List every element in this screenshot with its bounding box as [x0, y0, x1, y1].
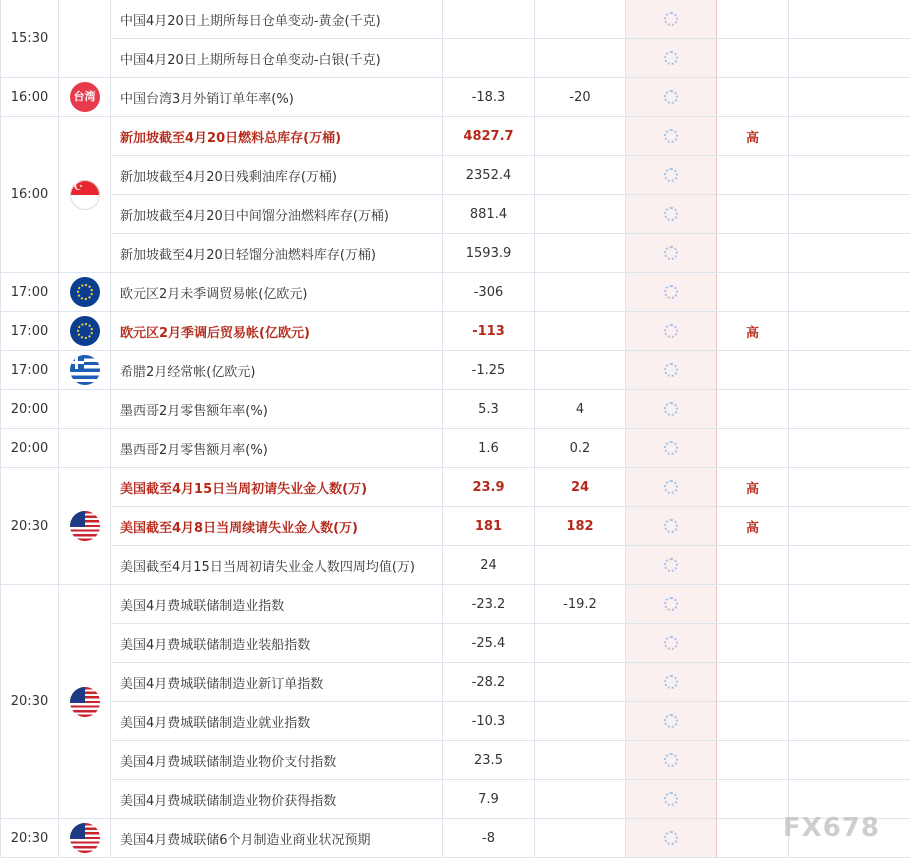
forecast-value	[535, 702, 626, 741]
forecast-value	[535, 156, 626, 195]
table-row[interactable]	[1, 780, 910, 819]
importance-cell	[717, 429, 789, 468]
eu-flag-icon	[70, 277, 100, 307]
us-flag-icon	[70, 687, 100, 717]
loading-spinner-icon	[664, 12, 678, 26]
actual-cell	[626, 117, 717, 156]
event-name[interactable]: 墨西哥2月零售额月率(%)	[111, 429, 443, 468]
table-row[interactable]	[1, 702, 910, 741]
extra-cell	[789, 468, 910, 507]
flag-cell	[59, 0, 111, 78]
event-name[interactable]: 中国台湾3月外销订单年率(%)	[111, 78, 443, 117]
previous-value: -23.2	[443, 585, 535, 624]
previous-value	[443, 0, 535, 39]
actual-cell	[626, 351, 717, 390]
time-cell: 16:00	[1, 78, 59, 117]
previous-value: -113	[443, 312, 535, 351]
table-row[interactable]	[1, 741, 910, 780]
importance-cell	[717, 351, 789, 390]
actual-cell	[626, 390, 717, 429]
importance-cell: 高	[717, 468, 789, 507]
actual-cell	[626, 0, 717, 39]
importance-cell	[717, 663, 789, 702]
extra-cell	[789, 0, 910, 39]
forecast-value	[535, 741, 626, 780]
table-row[interactable]	[1, 78, 910, 117]
event-name[interactable]: 新加坡截至4月20日残剩油库存(万桶)	[111, 156, 443, 195]
actual-cell	[626, 663, 717, 702]
loading-spinner-icon	[664, 636, 678, 650]
previous-value: -1.25	[443, 351, 535, 390]
us-flag-icon	[70, 823, 100, 853]
table-row[interactable]	[1, 507, 910, 546]
flag-cell	[59, 819, 111, 858]
eu-flag-icon	[70, 316, 100, 346]
table-row[interactable]	[1, 390, 910, 429]
event-name[interactable]: 希腊2月经常帐(亿欧元)	[111, 351, 443, 390]
event-name[interactable]: 美国4月费城联储制造业装船指数	[111, 624, 443, 663]
forecast-value	[535, 780, 626, 819]
importance-cell	[717, 546, 789, 585]
loading-spinner-icon	[664, 324, 678, 338]
extra-cell	[789, 507, 910, 546]
importance-cell	[717, 78, 789, 117]
extra-cell	[789, 585, 910, 624]
loading-spinner-icon	[664, 285, 678, 299]
importance-cell: 高	[717, 117, 789, 156]
importance-cell	[717, 0, 789, 39]
event-name[interactable]: 美国截至4月15日当周初请失业金人数四周均值(万)	[111, 546, 443, 585]
flag-cell	[59, 117, 111, 273]
event-name[interactable]: 新加坡截至4月20日燃料总库存(万桶)	[111, 117, 443, 156]
singapore-flag-icon	[70, 180, 100, 210]
table-row[interactable]	[1, 585, 910, 624]
importance-cell	[717, 585, 789, 624]
importance-cell: 高	[717, 507, 789, 546]
loading-spinner-icon	[664, 558, 678, 572]
loading-spinner-icon	[664, 168, 678, 182]
actual-cell	[626, 312, 717, 351]
loading-spinner-icon	[664, 831, 678, 845]
forecast-value	[535, 39, 626, 78]
previous-value: -25.4	[443, 624, 535, 663]
forecast-value	[535, 195, 626, 234]
extra-cell	[789, 780, 910, 819]
previous-value: 2352.4	[443, 156, 535, 195]
loading-spinner-icon	[664, 402, 678, 416]
extra-cell	[789, 390, 910, 429]
forecast-value	[535, 117, 626, 156]
table-row[interactable]	[1, 624, 910, 663]
extra-cell	[789, 78, 910, 117]
table-row[interactable]	[1, 351, 910, 390]
actual-cell	[626, 429, 717, 468]
time-cell: 20:00	[1, 429, 59, 468]
actual-cell	[626, 741, 717, 780]
forecast-value	[535, 624, 626, 663]
table-row[interactable]	[1, 546, 910, 585]
time-cell: 20:30	[1, 585, 59, 819]
previous-value: 1.6	[443, 429, 535, 468]
extra-cell	[789, 195, 910, 234]
loading-spinner-icon	[664, 441, 678, 455]
extra-cell	[789, 351, 910, 390]
previous-value: -8	[443, 819, 535, 858]
loading-spinner-icon	[664, 207, 678, 221]
actual-cell	[626, 78, 717, 117]
importance-cell	[717, 819, 789, 858]
importance-cell	[717, 195, 789, 234]
event-name[interactable]: 中国4月20日上期所每日仓单变动-黄金(千克)	[111, 0, 443, 39]
loading-spinner-icon	[664, 597, 678, 611]
event-name[interactable]: 美国截至4月8日当周续请失业金人数(万)	[111, 507, 443, 546]
extra-cell	[789, 819, 910, 858]
actual-cell	[626, 780, 717, 819]
extra-cell	[789, 312, 910, 351]
forecast-value	[535, 234, 626, 273]
event-name[interactable]: 墨西哥2月零售额年率(%)	[111, 390, 443, 429]
loading-spinner-icon	[664, 714, 678, 728]
flag-cell	[59, 429, 111, 468]
event-name[interactable]: 新加坡截至4月20日中间馏分油燃料库存(万桶)	[111, 195, 443, 234]
event-name[interactable]: 美国4月费城联储制造业物价获得指数	[111, 780, 443, 819]
time-cell: 17:00	[1, 273, 59, 312]
previous-value: 181	[443, 507, 535, 546]
loading-spinner-icon	[664, 675, 678, 689]
table-row[interactable]	[1, 156, 910, 195]
extra-cell	[789, 546, 910, 585]
table-row[interactable]	[1, 663, 910, 702]
loading-spinner-icon	[664, 480, 678, 494]
loading-spinner-icon	[664, 51, 678, 65]
previous-value: -18.3	[443, 78, 535, 117]
table-row[interactable]	[1, 195, 910, 234]
previous-value: -306	[443, 273, 535, 312]
time-cell: 17:00	[1, 351, 59, 390]
time-cell: 16:00	[1, 117, 59, 273]
greece-flag-icon	[70, 355, 100, 385]
previous-value: 1593.9	[443, 234, 535, 273]
importance-cell	[717, 39, 789, 78]
forecast-value: 182	[535, 507, 626, 546]
flag-cell	[59, 351, 111, 390]
time-cell: 15:30	[1, 0, 59, 78]
event-name[interactable]: 美国4月费城联储制造业物价支付指数	[111, 741, 443, 780]
time-cell: 17:00	[1, 312, 59, 351]
loading-spinner-icon	[664, 519, 678, 533]
forecast-value	[535, 0, 626, 39]
actual-cell	[626, 273, 717, 312]
actual-cell	[626, 624, 717, 663]
actual-cell	[626, 156, 717, 195]
table-row[interactable]	[1, 39, 910, 78]
table-row[interactable]	[1, 234, 910, 273]
event-name[interactable]: 中国4月20日上期所每日仓单变动-白银(千克)	[111, 39, 443, 78]
actual-cell	[626, 39, 717, 78]
actual-cell	[626, 468, 717, 507]
loading-spinner-icon	[664, 246, 678, 260]
fx678-watermark: FX678	[782, 813, 880, 843]
actual-cell	[626, 702, 717, 741]
table-row[interactable]	[1, 468, 910, 507]
importance-cell: 高	[717, 312, 789, 351]
event-name[interactable]: 美国4月费城联储6个月制造业商业状况预期	[111, 819, 443, 858]
forecast-value: 0.2	[535, 429, 626, 468]
table-row[interactable]	[1, 0, 910, 39]
extra-cell	[789, 624, 910, 663]
previous-value	[443, 39, 535, 78]
extra-cell	[789, 273, 910, 312]
forecast-value: 4	[535, 390, 626, 429]
event-name[interactable]: 美国4月费城联储制造业就业指数	[111, 702, 443, 741]
importance-cell	[717, 624, 789, 663]
importance-cell	[717, 702, 789, 741]
flag-cell	[59, 273, 111, 312]
flag-cell	[59, 468, 111, 585]
event-name[interactable]: 新加坡截至4月20日轻馏分油燃料库存(万桶)	[111, 234, 443, 273]
extra-cell	[789, 663, 910, 702]
importance-cell	[717, 273, 789, 312]
forecast-value	[535, 351, 626, 390]
importance-cell	[717, 390, 789, 429]
forecast-value: -19.2	[535, 585, 626, 624]
forecast-value	[535, 312, 626, 351]
previous-value: 7.9	[443, 780, 535, 819]
time-cell: 20:30	[1, 819, 59, 858]
forecast-value	[535, 819, 626, 858]
previous-value: -10.3	[443, 702, 535, 741]
table-row[interactable]	[1, 819, 910, 858]
previous-value: -28.2	[443, 663, 535, 702]
actual-cell	[626, 195, 717, 234]
extra-cell	[789, 39, 910, 78]
importance-cell	[717, 780, 789, 819]
event-name[interactable]: 美国4月费城联储制造业新订单指数	[111, 663, 443, 702]
forecast-value	[535, 546, 626, 585]
actual-cell	[626, 819, 717, 858]
forecast-value: -20	[535, 78, 626, 117]
table-row[interactable]	[1, 273, 910, 312]
extra-cell	[789, 156, 910, 195]
loading-spinner-icon	[664, 129, 678, 143]
forecast-value	[535, 663, 626, 702]
extra-cell	[789, 234, 910, 273]
table-row[interactable]	[1, 312, 910, 351]
flag-cell	[59, 78, 111, 117]
forecast-value	[535, 273, 626, 312]
forecast-value: 24	[535, 468, 626, 507]
event-name[interactable]: 美国截至4月15日当周初请失业金人数(万)	[111, 468, 443, 507]
us-flag-icon	[70, 511, 100, 541]
flag-cell	[59, 312, 111, 351]
time-cell: 20:00	[1, 390, 59, 429]
previous-value: 5.3	[443, 390, 535, 429]
actual-cell	[626, 507, 717, 546]
actual-cell	[626, 546, 717, 585]
importance-cell	[717, 234, 789, 273]
event-name[interactable]: 欧元区2月未季调贸易帐(亿欧元)	[111, 273, 443, 312]
taiwan-flag-icon: 台湾	[70, 82, 100, 112]
event-name[interactable]: 欧元区2月季调后贸易帐(亿欧元)	[111, 312, 443, 351]
loading-spinner-icon	[664, 363, 678, 377]
previous-value: 23.9	[443, 468, 535, 507]
table-row[interactable]	[1, 429, 910, 468]
loading-spinner-icon	[664, 90, 678, 104]
loading-spinner-icon	[664, 792, 678, 806]
importance-cell	[717, 156, 789, 195]
loading-spinner-icon	[664, 753, 678, 767]
event-name[interactable]: 美国4月费城联储制造业指数	[111, 585, 443, 624]
extra-cell	[789, 429, 910, 468]
extra-cell	[789, 741, 910, 780]
extra-cell	[789, 702, 910, 741]
flag-cell	[59, 585, 111, 819]
actual-cell	[626, 585, 717, 624]
previous-value: 881.4	[443, 195, 535, 234]
extra-cell	[789, 117, 910, 156]
previous-value: 23.5	[443, 741, 535, 780]
table-row[interactable]	[1, 117, 910, 156]
flag-cell	[59, 390, 111, 429]
importance-cell	[717, 741, 789, 780]
actual-cell	[626, 234, 717, 273]
previous-value: 4827.7	[443, 117, 535, 156]
time-cell: 20:30	[1, 468, 59, 585]
previous-value: 24	[443, 546, 535, 585]
